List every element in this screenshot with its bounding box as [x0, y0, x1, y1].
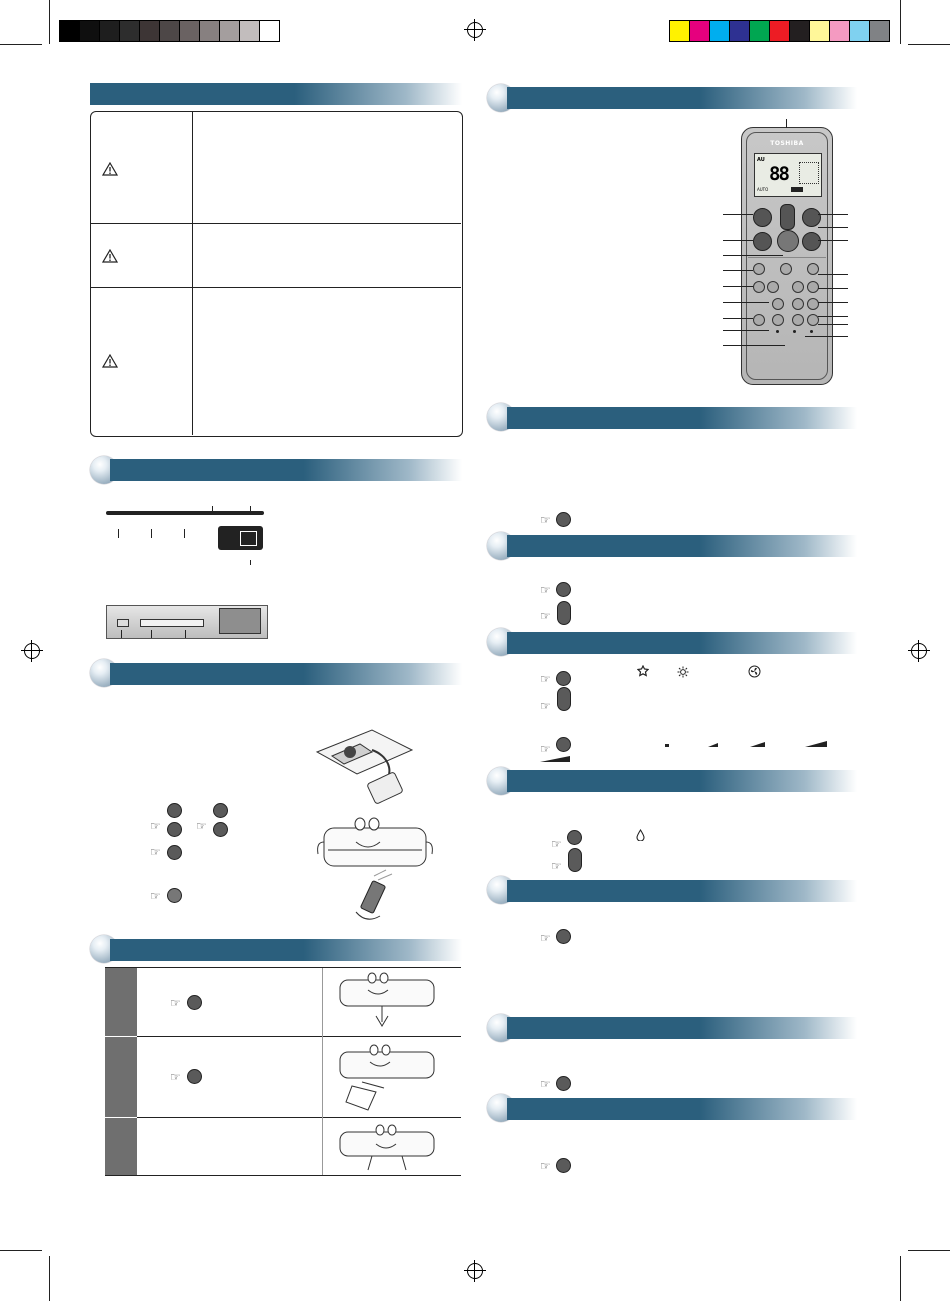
section-header-bar — [110, 459, 462, 481]
color-swatch — [199, 21, 219, 41]
remote-small-button[interactable] — [807, 298, 819, 310]
section-header-bar — [507, 880, 857, 902]
color-swatch — [179, 21, 199, 41]
fan-mode-icon — [748, 665, 761, 678]
remote-button-right-1[interactable] — [802, 208, 821, 227]
remote-power-button[interactable] — [777, 230, 799, 252]
temp-up-button[interactable] — [167, 803, 182, 818]
remote-function-button[interactable] — [556, 582, 571, 597]
color-swatch — [99, 21, 119, 41]
remote-function-button[interactable] — [556, 929, 571, 944]
remote-small-button[interactable] — [753, 263, 765, 275]
color-swatch — [670, 21, 689, 41]
temp-up-button[interactable] — [213, 803, 228, 818]
remote-small-button[interactable] — [753, 281, 765, 293]
unit-waving-illustration — [332, 1122, 442, 1174]
safety-table — [90, 111, 463, 437]
color-swatch — [769, 21, 789, 41]
pointing-hand-icon: ☞ — [551, 859, 562, 873]
cool-mode-icon — [637, 665, 649, 677]
color-swatch — [829, 21, 849, 41]
registration-mark-right — [911, 643, 927, 659]
warning-icon — [102, 162, 118, 176]
dry-mode-button[interactable] — [567, 830, 582, 845]
remote-small-button[interactable] — [767, 281, 779, 293]
color-swatch — [789, 21, 809, 41]
operation-button[interactable] — [187, 995, 202, 1010]
color-swatch — [259, 21, 279, 41]
remote-function-button[interactable] — [556, 1158, 571, 1173]
color-swatch — [159, 21, 179, 41]
operation-button[interactable] — [187, 1069, 202, 1084]
pointing-hand-icon: ☞ — [540, 1077, 551, 1091]
color-swatch — [709, 21, 729, 41]
remote-small-button[interactable] — [772, 314, 784, 326]
remote-small-button[interactable] — [792, 314, 804, 326]
remote-button-left-2[interactable] — [753, 232, 772, 251]
battery-installation-illustration — [312, 722, 422, 806]
remote-small-button[interactable] — [753, 314, 765, 326]
fan-speed-icon — [750, 742, 765, 747]
pointing-hand-icon: ☞ — [540, 583, 551, 597]
pointing-hand-icon: ☞ — [540, 931, 551, 945]
remote-small-button[interactable] — [792, 298, 804, 310]
pointing-hand-icon: ☞ — [540, 513, 551, 527]
pointing-hand-icon: ☞ — [150, 845, 161, 859]
pointing-hand-icon: ☞ — [196, 819, 207, 833]
receiver-window — [218, 526, 263, 550]
section-header-bar — [507, 770, 857, 792]
warning-icon — [102, 249, 118, 263]
remote-temp-rocker[interactable] — [780, 204, 795, 230]
remote-lcd — [754, 153, 822, 197]
color-swatch — [729, 21, 749, 41]
remote-brand: TOSHIBA — [770, 140, 804, 147]
power-button[interactable] — [167, 888, 182, 903]
remote-small-button[interactable] — [792, 281, 804, 293]
temp-rocker-button[interactable] — [557, 687, 571, 711]
temp-down-button[interactable] — [213, 822, 228, 837]
color-swatch — [689, 21, 709, 41]
pointing-hand-icon: ☞ — [540, 1159, 551, 1173]
fan-button[interactable] — [556, 737, 571, 752]
section-header-bar — [507, 407, 857, 429]
temp-rocker-button[interactable] — [557, 601, 571, 625]
registration-mark-top — [467, 22, 483, 38]
process-color-bar — [669, 20, 890, 42]
color-swatch — [79, 21, 99, 41]
color-swatch — [849, 21, 869, 41]
set-button[interactable] — [167, 845, 182, 860]
pointing-hand-icon: ☞ — [150, 819, 161, 833]
fan-speed-icon — [708, 743, 718, 747]
remote-function-button[interactable] — [556, 512, 571, 527]
registration-mark-bottom — [467, 1263, 483, 1279]
remote-button-right-2[interactable] — [802, 232, 821, 251]
temp-rocker-button[interactable] — [568, 848, 582, 872]
section-header-bar — [507, 535, 857, 557]
lcd-mode-indicator: AU — [757, 157, 765, 163]
color-swatch — [119, 21, 139, 41]
section-header-bar — [507, 1017, 857, 1039]
pointing-hand-icon: ☞ — [540, 742, 551, 756]
pointing-hand-icon: ☞ — [540, 672, 551, 686]
indoor-unit-illustration — [316, 812, 434, 930]
unit-cleaning-illustration — [332, 970, 442, 1034]
remote-control — [741, 127, 833, 385]
section-header-bar — [110, 939, 462, 961]
color-swatch — [749, 21, 769, 41]
color-swatch — [869, 21, 889, 41]
heat-mode-icon — [677, 666, 689, 678]
fan-speed-icon — [805, 741, 827, 747]
fan-speed-icon — [540, 756, 570, 762]
lcd-temperature: 88 — [769, 163, 788, 185]
remote-small-button[interactable] — [807, 281, 819, 293]
remote-small-button[interactable] — [772, 298, 784, 310]
remote-small-button[interactable] — [780, 263, 792, 275]
pointing-hand-icon: ☞ — [551, 837, 562, 851]
color-swatch — [139, 21, 159, 41]
section-header-bar — [507, 1098, 857, 1120]
gray-color-bar — [59, 20, 280, 42]
pointing-hand-icon: ☞ — [170, 996, 181, 1010]
lcd-auto-indicator: AUTO — [757, 187, 769, 192]
section-header-bar — [110, 663, 462, 685]
remote-button-left-1[interactable] — [753, 208, 772, 227]
pointing-hand-icon: ☞ — [540, 609, 551, 623]
color-swatch — [239, 21, 259, 41]
registration-mark-left — [24, 643, 40, 659]
remote-function-button[interactable] — [556, 1076, 571, 1091]
section-header-bar — [507, 632, 857, 654]
temp-down-button[interactable] — [167, 822, 182, 837]
mode-button[interactable] — [556, 671, 571, 686]
section-header-bar — [507, 87, 857, 109]
pointing-hand-icon: ☞ — [170, 1070, 181, 1084]
color-swatch — [219, 21, 239, 41]
pointing-hand-icon: ☞ — [540, 699, 551, 713]
safety-table-divider — [192, 112, 193, 435]
fan-speed-icon — [665, 744, 669, 747]
warning-icon — [102, 354, 118, 368]
section-header-bar-safety — [90, 83, 462, 105]
unit-filter-illustration — [332, 1042, 442, 1114]
dry-mode-icon — [636, 829, 645, 841]
color-swatch — [809, 21, 829, 41]
pointing-hand-icon: ☞ — [150, 889, 161, 903]
color-swatch — [60, 21, 79, 41]
